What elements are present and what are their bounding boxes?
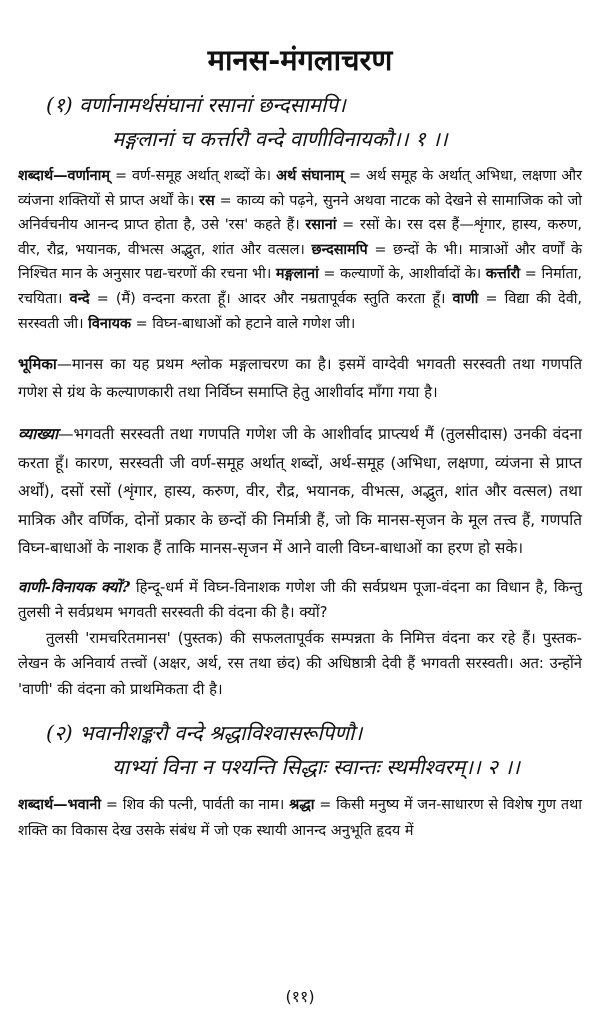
bhumika-text: —मानस का यह प्रथम श्लोक मङ्गलाचरण का है। इसमें वाग्देवी भगवती सरस्वती तथा गणपति गणेश से ग्रंथ के कल्याणकारी तथा निर्विघ्न समाप्ति हेतु आशीर्वाद माँगा गया है। <box>18 355 582 402</box>
verse-2 <box>18 716 582 784</box>
meaning: = किसी मनुष्य में जन-साधारण से विशेष गुण तथा शक्ति का विकास देख उसके संबंध में जो एक स्थायी आनन्द अनुभूति हृदय में <box>18 797 582 840</box>
vyakhya-section <box>18 420 582 563</box>
shabdarth-1-heading: शब्दार्थ— <box>18 168 68 184</box>
meaning: = अर्थ समूह के अर्थात् अभिधा, लक्षणा और व्यंजना शक्तियों से प्राप्त अर्थों के। <box>18 168 582 209</box>
term: वर्णानाम् <box>67 168 110 184</box>
bhumika-section <box>18 350 582 406</box>
term: भवानी <box>67 797 102 814</box>
meaning: = विद्या की देवी, सरस्वती जी। <box>18 290 582 332</box>
vani-vinayak-para-2: तुलसी 'रामचरितमानस' (पुस्तक) की सफलतापूर्वक सम्पन्नता के निमित्त वंदना कर रहे हैं। पुस्तक-लेखन के अनिवार्य तत्त्वों (अक्षर, अर्थ, रस तथा छंद) की अधिष्ठात्री देवी हैं भगवती सरस्वती। अत: उन्होंने 'वाणी' की वंदना को प्राथमिकता दी है। <box>18 629 582 698</box>
verse-2-line-1: (२) भवानीशङ्करौ वन्दे श्रद्धाविश्वासरूपिणौ। <box>46 721 363 746</box>
term: वन्दे <box>69 290 90 307</box>
term: वाणी <box>452 290 479 307</box>
page-number: (११) <box>285 987 315 1006</box>
vani-vinayak-section <box>18 575 582 703</box>
vyakhya-text: —भगवती सरस्वती तथा गणपति गणेश जी के आशीर्वाद प्राप्त्यर्थ मैं (तुलसीदास) उनकी वंदना करता हूँ। कारण, सरस्वती जी वर्ण-समूह अर्थात् शब्दों, अर्थ-समूह (अभिधा, लक्षणा, व्यंजना से प्राप्त अर्थों), दसों रसों (शृंगार, हास्य, करुण, वीर, रौद्र, भयानक, वीभत्स, अद्भुत, शांत और वत्सल) तथा मात्रिक और वर्णिक, दोनों प्रकार के छन्दों की निर्मात्री हैं, जो कि मानस-सृजन के मूल तत्त्व हैं, गणपति विघ्न-बाधाओं के नाशक हैं ताकि मानस-सृजन में आने वाली विघ्न-बाधाओं का हरण हो सके। <box>18 425 582 558</box>
term: छन्दसामपि <box>311 241 368 258</box>
vani-vinayak-para-1: हिन्दू-धर्म में विघ्न-विनाशक गणेश जी की सर्वप्रथम पूजा-वंदना का विधान है, किन्तु तुलसी ने सर्वप्रथम भगवती सरस्वती की वंदना की है। क्यों? <box>18 578 583 622</box>
meaning: = शिव की पत्नी, पार्वती का नाम। <box>101 797 290 814</box>
term: रसानां <box>305 217 337 234</box>
term: कर्त्तारौ <box>485 266 521 283</box>
meaning: = कल्याणों के, आशीर्वादों के। <box>318 266 486 283</box>
meaning: = काव्य को पढ़ने, सुनने अथवा नाटक को देखने से सामाजिक को जो अनिर्वचनीय आनन्द प्राप्त होता है, उसे 'रस' कहते हैं। <box>18 192 582 234</box>
shabdarth-1 <box>18 164 582 336</box>
shabdarth-2-heading: शब्दार्थ— <box>18 797 68 814</box>
meaning: = रसों के। रस दस हैं—शृंगार, हास्य, करुण, वीर, रौद्र, भयानक, वीभत्स अद्भुत, शांत और वत्सल। <box>18 217 582 258</box>
term: रस <box>199 192 215 209</box>
term: विनायक <box>88 315 131 332</box>
meaning: = (मैं) वन्दना करता हूँ। आदर और नम्रतापूर्वक स्तुति करता हूँ। <box>89 290 453 307</box>
term: मङ्गलानां <box>275 266 319 283</box>
meaning: = विघ्न-बाधाओं को हटाने वाले गणेश जी। <box>131 315 356 332</box>
meaning: = निर्माता, रचयिता। <box>18 266 583 307</box>
meaning: = वर्ण-समूह अर्थात् शब्दों के। <box>110 168 277 184</box>
term: अर्थ संघानाम् <box>276 168 344 184</box>
verse-2-line-2: याभ्यां विना न पश्यन्ति सिद्धाः स्वान्तः स्थमीश्वरम्।। २ ।। <box>112 755 520 780</box>
vani-vinayak-heading: वाणी-विनायक क्यों? <box>18 578 131 596</box>
term: श्रद्धा <box>289 797 315 814</box>
meaning: = छन्दों के भी। मात्राओं और वर्णों के निश्चित मान के अनुसार पद्य-चरणों की रचना भी। <box>18 241 582 283</box>
page-title: मानस-मंगलाचरण <box>207 43 393 77</box>
bhumika-heading: भूमिका <box>18 355 57 374</box>
shabdarth-2 <box>18 792 582 844</box>
verse-1 <box>18 88 582 156</box>
verse-1-line-1: (१) वर्णानामर्थसंघानां रसानां छन्दसामपि। <box>46 93 346 117</box>
verse-1-line-2: मङ्गलानां च कर्त्तारौ वन्दे वाणीविनायकौ।। १ ।। <box>112 127 448 151</box>
vyakhya-heading: व्याख्या <box>18 425 59 444</box>
